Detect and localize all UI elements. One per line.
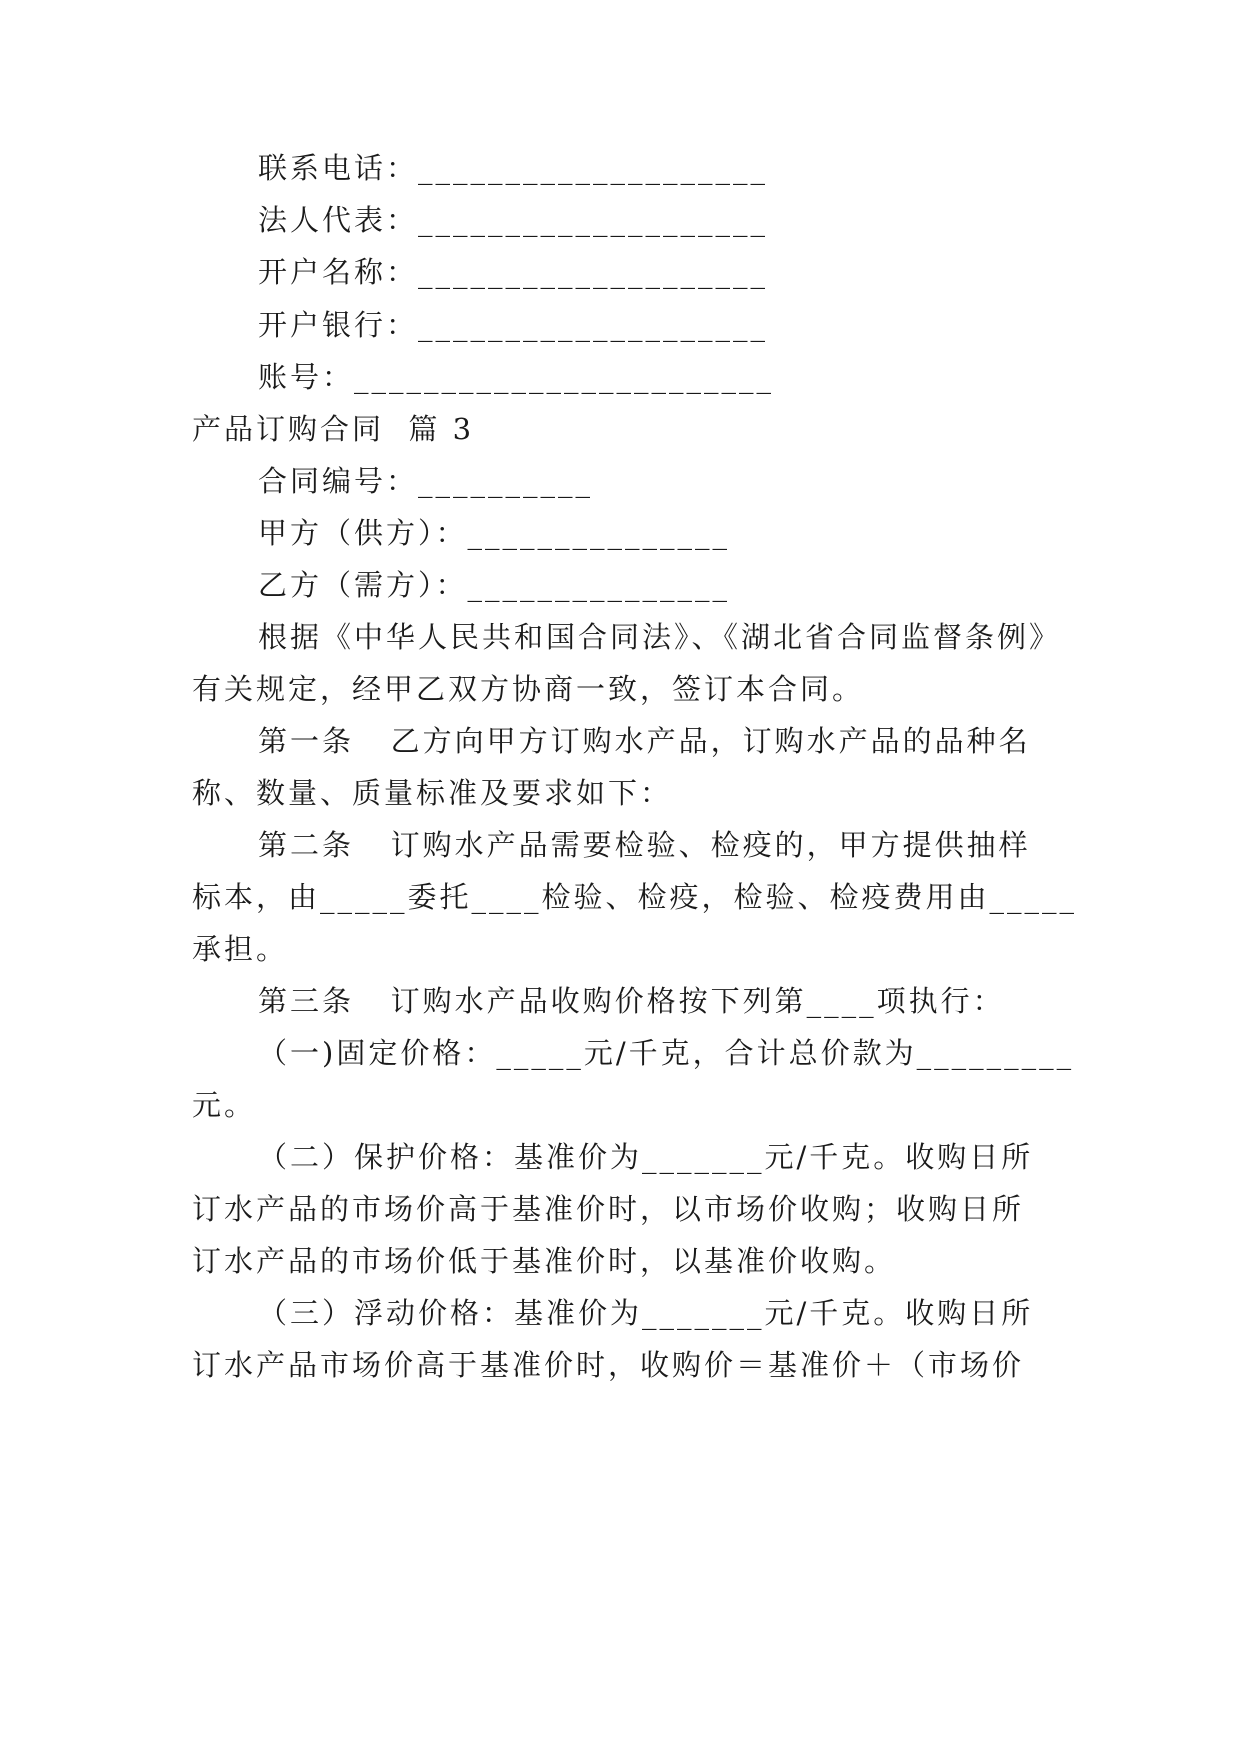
protect-price-line-2: 订水产品的市场价高于基准价时，以市场价收购；收购日所 (192, 1192, 1025, 1226)
article-1-line-2: 称、数量、质量标准及要求如下： (192, 776, 673, 810)
fixed-price-line-2: 元。 (192, 1088, 257, 1122)
article-2-line-2: 标本，由_____委托____检验、检疫，检验、检疫费用由_____ (192, 880, 1078, 914)
float-price-line-1: （三）浮动价格：基准价为_______元/千克。收购日所 (258, 1296, 1034, 1330)
bank-line: 开户银行：____________________ (258, 308, 769, 342)
fixed-price-line-1: （一)固定价格：_____元/千克，合计总价款为_________ (258, 1036, 1075, 1070)
party-b-line: 乙方（需方）：_______________ (258, 568, 731, 602)
article-1-line-1: 第一条 乙方向甲方订购水产品，订购水产品的品种名 (258, 724, 1031, 758)
article-3-line-1: 第三条 订购水产品收购价格按下列第____项执行： (258, 984, 1005, 1018)
protect-price-line-1: （二）保护价格：基准价为_______元/千克。收购日所 (258, 1140, 1034, 1174)
float-price-line-2: 订水产品市场价高于基准价时，收购价＝基准价＋（市场价 (192, 1348, 1025, 1382)
account-number-line: 账号：________________________ (258, 360, 775, 394)
article-2-line-3: 承担。 (192, 932, 289, 966)
preamble-line-1: 根据《中华人民共和国合同法》、《湖北省合同监督条例》 (258, 620, 1062, 654)
party-a-line: 甲方（供方）：_______________ (258, 516, 731, 550)
preamble-line-2: 有关规定，经甲乙双方协商一致，签订本合同。 (192, 672, 865, 706)
account-name-line: 开户名称：____________________ (258, 255, 769, 289)
contract-number-line: 合同编号：__________ (258, 464, 594, 498)
section-title: 产品订购合同 篇 3 (192, 412, 475, 446)
legal-rep-line: 法人代表：____________________ (258, 203, 769, 237)
article-2-line-1: 第二条 订购水产品需要检验、检疫的，甲方提供抽样 (258, 828, 1031, 862)
protect-price-line-3: 订水产品的市场价低于基准价时，以基准价收购。 (192, 1244, 897, 1278)
contact-phone-line: 联系电话：____________________ (258, 151, 769, 185)
